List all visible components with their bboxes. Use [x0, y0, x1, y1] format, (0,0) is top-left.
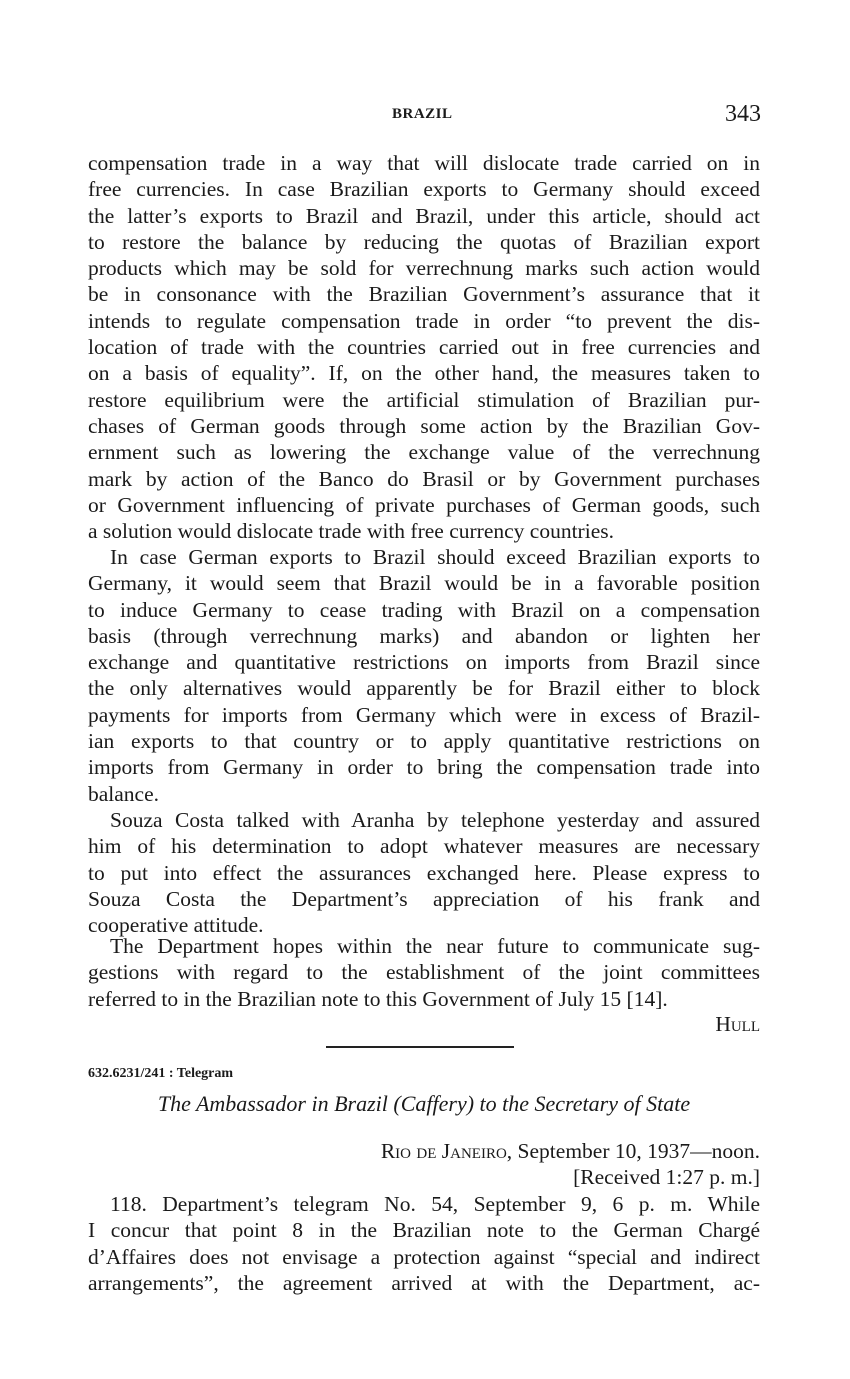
- place: Rio de Janeiro: [380, 1139, 507, 1163]
- paragraph: [88, 807, 760, 938]
- text-line: In case German exports to Brazil should exceed Brazilian exports to: [110, 545, 760, 569]
- text-line: be in consonance with the Brazilian Government’s assurance that it: [88, 282, 760, 307]
- text-line: basis (through verrechnung marks) and abandon or lighten her: [88, 623, 760, 648]
- section-divider: [326, 1046, 514, 1048]
- text-line: payments for imports from Germany which were in excess of Brazil-: [88, 702, 760, 727]
- text-line: Germany, it would seem that Brazil would be in a favorable position: [88, 571, 760, 596]
- text-line: to induce Germany to cease trading with Brazil on a compensation: [88, 597, 760, 622]
- signature: Hull: [715, 1012, 760, 1036]
- document-title: The Ambassador in Brazil (Caffery) to the Secretary of State: [157, 1091, 691, 1116]
- text-line: a solution would dislocate trade with free currency countries.: [88, 519, 614, 544]
- file-reference: 632.6231/241 : Telegram: [88, 1066, 234, 1081]
- text-line: ian exports to that country or to apply quantitative restrictions on: [88, 729, 760, 754]
- text-line: The Department hopes within the near future to communicate sug-: [110, 934, 760, 958]
- page-number: 343: [725, 101, 761, 127]
- text-line: to restore the balance by reducing the quotas of Brazilian export: [88, 229, 760, 254]
- text-line: him of his determination to adopt whatever measures are necessary: [88, 834, 760, 859]
- text-line: ernment such as lowering the exchange value of the verrechnung: [88, 440, 760, 465]
- date: , September 10, 1937—noon.: [506, 1139, 760, 1163]
- running-header: BRAZIL: [392, 106, 453, 122]
- paragraph: [88, 150, 760, 544]
- text-line: or Government influencing of private purchases of German goods, such: [88, 492, 760, 517]
- text-line: the only alternatives would apparently be for Brazil either to block: [88, 676, 760, 701]
- text-line: on a basis of equality”. If, on the other hand, the measures taken to: [88, 361, 760, 386]
- paragraph: [88, 933, 760, 1012]
- text-line: 118. Department’s telegram No. 54, September 9, 6 p. m. While: [110, 1192, 760, 1216]
- text-line: Souza Costa talked with Aranha by telephone yesterday and assured: [110, 808, 760, 832]
- text-line: I concur that point 8 in the Brazilian note to the German Chargé: [88, 1218, 760, 1243]
- text-line: products which may be sold for verrechnung marks such action would: [88, 256, 760, 281]
- text-line: restore equilibrium were the artificial stimulation of Brazilian pur-: [88, 387, 760, 412]
- text-line: compensation trade in a way that will dislocate trade carried on in: [88, 151, 760, 175]
- text-line: arrangements”, the agreement arrived at with the Department, ac-: [88, 1270, 760, 1295]
- text-line: balance.: [88, 781, 160, 806]
- text-line: location of trade with the countries carried out in free currencies and: [88, 335, 760, 360]
- received-note: [Received 1:27 p. m.]: [573, 1165, 760, 1189]
- dateline: [381, 1138, 760, 1164]
- text-line: gestions with regard to the establishment of the joint committees: [88, 960, 760, 985]
- text-line: exchange and quantitative restrictions on imports from Brazil since: [88, 650, 760, 675]
- text-line: Souza Costa the Department’s appreciation of his frank and: [88, 886, 760, 911]
- text-line: mark by action of the Banco do Brasil or by Government purchases: [88, 466, 760, 491]
- text-line: free currencies. In case Brazilian exports to Germany should exceed: [88, 177, 760, 202]
- text-line: the latter’s exports to Brazil and Brazil, under this article, should act: [88, 203, 760, 228]
- text-line: chases of German goods through some action by the Brazilian Gov-: [88, 413, 760, 438]
- paragraph: [88, 1191, 760, 1296]
- text-line: intends to regulate compensation trade in order “to prevent the dis-: [88, 308, 760, 333]
- text-line: referred to in the Brazilian note to this Government of July 15 [14].: [88, 986, 668, 1011]
- text-line: cooperative attitude.: [88, 913, 264, 938]
- text-line: to put into effect the assurances exchanged here. Please express to: [88, 860, 760, 885]
- paragraph: [88, 544, 760, 807]
- text-line: imports from Germany in order to bring the compensation trade into: [88, 755, 760, 780]
- text-line: d’Affaires does not envisage a protection against “special and indirect: [88, 1244, 760, 1269]
